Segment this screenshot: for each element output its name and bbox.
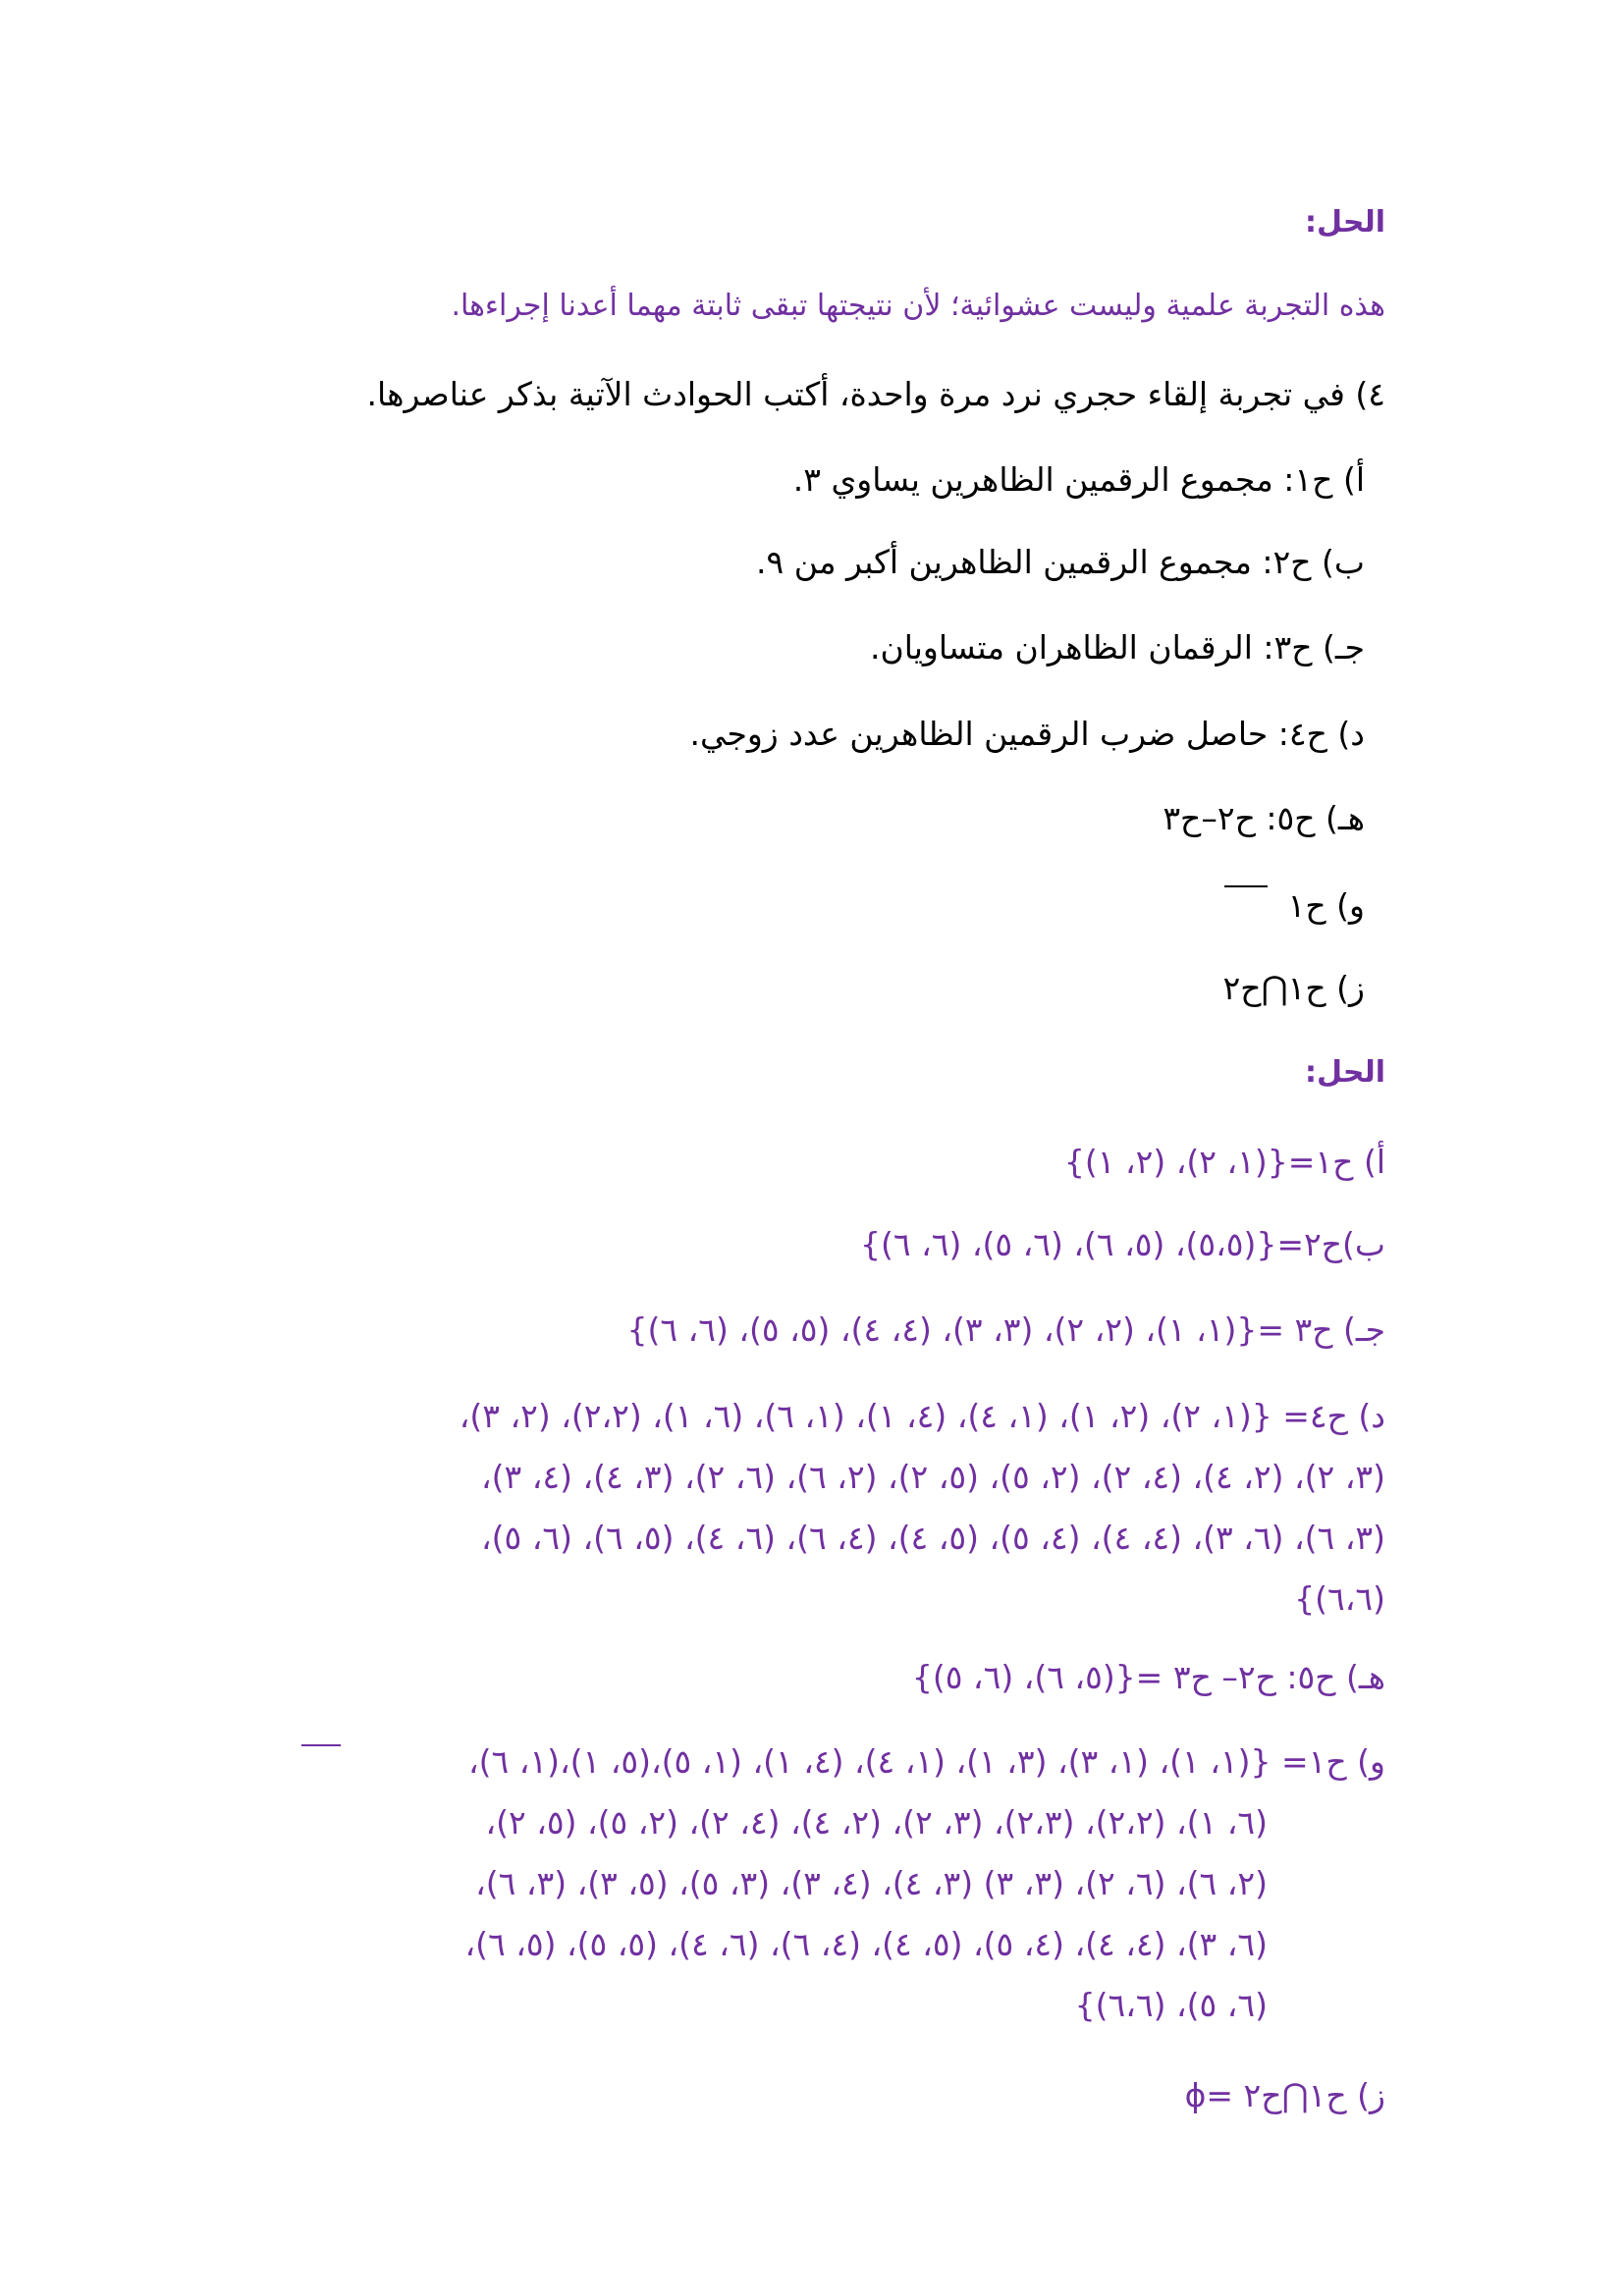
solution-heading-1: الحل:	[1305, 205, 1385, 240]
answer-f-line-1: و) ح١= {(١، ١)، (١، ٣)، (٣، ١)، (١، ٤)، (٤، ١)، (١، ٥)،(٥، ١)،(١، ٦)،	[467, 1742, 1385, 1781]
question-4-item-c: جـ) ح٣: الرقمان الظاهران متساويان.	[869, 628, 1365, 667]
complement-overline-answer	[301, 1744, 341, 1746]
answer-c: جـ) ح٣ ={(١، ١)، (٢، ٢)، (٣، ٣)، (٤، ٤)، (٥، ٥)، (٦، ٦)}	[626, 1310, 1385, 1349]
answer-f-line-5: (٦، ٥)، (٦،٦)}	[1074, 1986, 1268, 2024]
answer-d-line-3: (٣، ٦)، (٦، ٣)، (٤، ٤)، (٤، ٥)، (٥، ٤)، (٤، ٦)، (٦، ٤)، (٥، ٦)، (٦، ٥)،	[480, 1519, 1385, 1557]
answer-g: ز) ح١⋂ح٢ =ϕ	[1184, 2076, 1385, 2114]
solution-heading-2: الحل:	[1305, 1055, 1385, 1090]
complement-overline	[1224, 885, 1268, 887]
question-4-item-a: أ) ح١: مجموع الرقمين الظاهرين يساوي ٣.	[792, 460, 1365, 499]
answer-d	[217, 1386, 1385, 1629]
answer-f-line-2: (٦، ١)، (٢،٢)، (٢،٣)، (٣، ٢)، (٢، ٤)، (٤، ٢)، (٢، ٥)، (٥، ٢)،	[485, 1803, 1268, 1842]
question-4-item-g: ز) ح١⋂ح٢	[1222, 969, 1365, 1007]
answer-f	[217, 1732, 1385, 2036]
answer-a: أ) ح١={(١، ٢)، (٢، ١)}	[1063, 1143, 1385, 1181]
answer-d-line-1: د) ح٤= {(١، ٢)، (٢، ١)، (١، ٤)، (٤، ١)، (١، ٦)، (٦، ١)، (٢،٢)، (٢، ٣)،	[459, 1397, 1385, 1435]
answer-b: ب)ح٢={(٥،٥)، (٥، ٦)، (٦، ٥)، (٦، ٦)}	[860, 1225, 1385, 1263]
answer-d-line-4: (٦،٦)}	[1294, 1579, 1385, 1618]
answer-f-line-4: (٦، ٣)، (٤، ٤)، (٤، ٥)، (٥، ٤)، (٤، ٦)، (٦، ٤)، (٥، ٥)، (٥، ٦)،	[464, 1925, 1268, 1963]
question-4-item-b: ب) ح٢: مجموع الرقمين الظاهرين أكبر من ٩.	[755, 543, 1365, 581]
answer-e: هـ) ح٥: ح٢– ح٣ ={(٥، ٦)، (٦، ٥)}	[911, 1658, 1385, 1696]
question-4-item-e: هـ) ح٥: ح٢–ح٣	[1163, 799, 1365, 837]
question-4-item-f: و) ح١	[1287, 886, 1365, 925]
solution-text-1: هذه التجربة علمية وليست عشوائية؛ لأن نتيجتها تبقى ثابتة مهما أعدنا إجراءها.	[451, 289, 1385, 323]
answer-d-line-2: (٣، ٢)، (٢، ٤)، (٤، ٢)، (٢، ٥)، (٥، ٢)، (٢، ٦)، (٦، ٢)، (٣، ٤)، (٤، ٣)،	[480, 1458, 1385, 1496]
answer-f-line-3: (٢، ٦)، (٦، ٢)، (٣، ٣) (٣، ٤)، (٤، ٣)، (٣، ٥)، (٥، ٣)، (٣، ٦)،	[475, 1864, 1268, 1902]
question-4-item-d: د) ح٤: حاصل ضرب الرقمين الظاهرين عدد زوجي.	[689, 715, 1365, 753]
question-4-stem: ٤) في تجربة إلقاء حجري نرد مرة واحدة، أكتب الحوادث الآتية بذكر عناصرها.	[366, 375, 1385, 413]
